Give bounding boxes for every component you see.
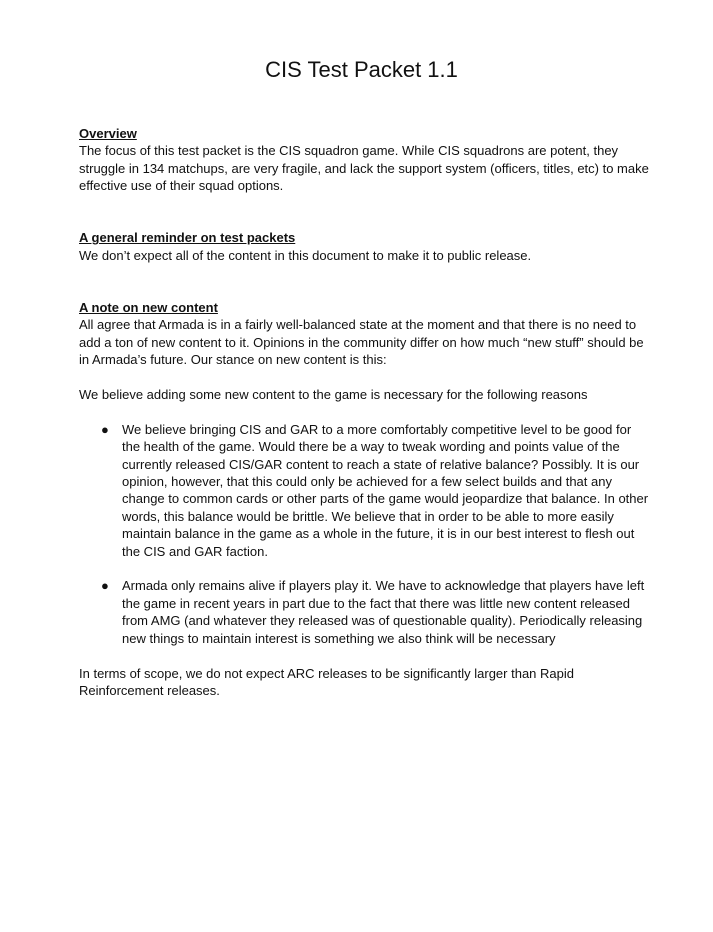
paragraph-spacer [79,369,649,386]
section-spacer [79,264,649,299]
reminder-text: We don’t expect all of the content in this document to make it to public release. [79,247,532,263]
bullet-icon: ● [101,578,109,594]
reasons-intro-text: We believe adding some new content to the game is necessary for the following reasons [79,387,588,403]
list-item [79,577,649,647]
paragraph-spacer [79,403,649,420]
list-item-text: Armada only remains alive if players play it. We have to acknowledge that players have left the game in recent years in part due to the fact that there was little new content released from AMG (and whatever they released was of questionable quality). Periodically releasing new things to maintain interest is something we also think will be necessary [122,578,645,646]
document-body [79,125,649,699]
reasons-list [79,421,649,647]
new-content-text: All agree that Armada is in a fairly well-balanced state at the moment and that there is no need to add a ton of new content to it. Opinions in the community differ on how much “new stuff” should be in Armada’s future. Our stance on new content is this: [79,317,644,368]
overview-text: The focus of this test packet is the CIS squadron game. While CIS squadrons are potent, they struggle in 134 matchups, are very fragile, and lack the support system (officers, titles, etc) to make effective use of their squad options. [79,143,649,194]
list-spacer [79,560,649,577]
list-item [79,421,649,560]
scope-text: In terms of scope, we do not expect ARC releases to be significantly larger than Rapid Reinforcement releases. [79,665,574,698]
new-content-heading: A note on new content [79,300,218,316]
section-spacer [79,195,649,230]
page-title: CIS Test Packet 1.1 [265,57,458,82]
reminder-heading: A general reminder on test packets [79,230,296,246]
list-item-text: We believe bringing CIS and GAR to a more comfortably competitive level to be good for the health of the game. Would there be a way to tweak wording and points value of the currently released CIS/GAR content to reach a state of relative balance? Possibly. It is our opinion, however, that this could only be achieved for a few select builds and that any change to common cards or other parts of the game would jeopardize that balance. In other words, this balance would be brittle. We believe that in order to be able to more easily maintain balance in the game as a whole in the future, it is in our best interest to flesh out the CIS and GAR faction. [122,421,649,559]
bullet-icon: ● [101,421,109,437]
paragraph-spacer [79,647,649,664]
overview-heading: Overview [79,126,137,141]
